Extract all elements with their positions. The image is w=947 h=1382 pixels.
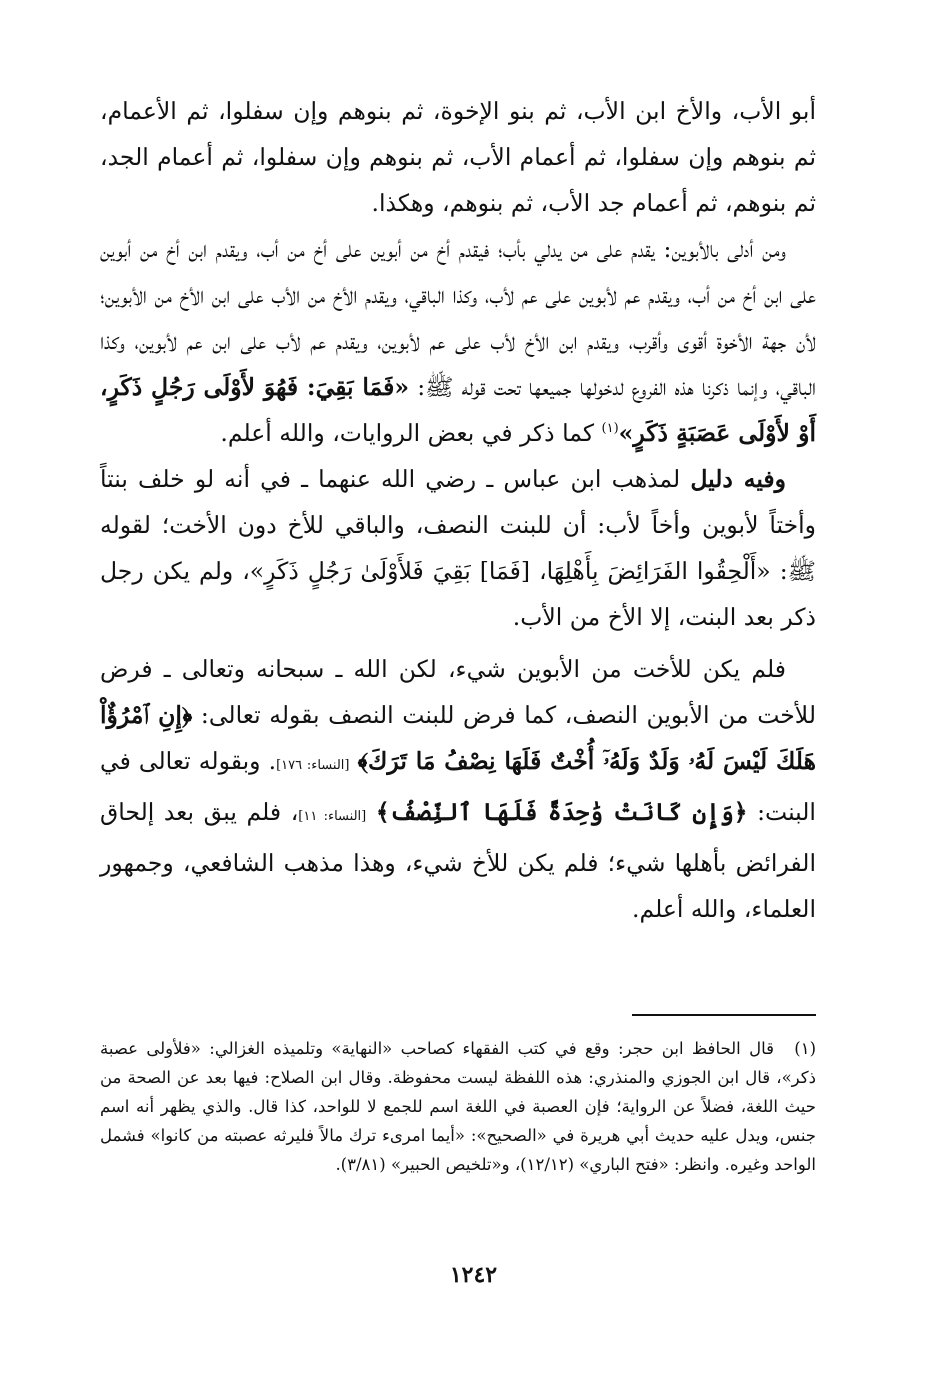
- paragraph-3-text-b: ، ولم يكن رجل ذكر بعد البنت، إلا الأخ من الأب.: [100, 557, 816, 631]
- verse-ref-2: [النساء: ١١]: [298, 809, 367, 824]
- footnote-text: قال الحافظ ابن حجر: وقع في كتب الفقهاء كصاحب «النهاية» وتلميذه الغزالي: «فلأولى عصبة ذكر»، قال ابن الجوزي والمنذري: هذه اللفظة ليست محفوظة. وقال ابن الصلاح: فيها بعد عن الصحة من حيث اللغة، فضلاً عن الرواية؛ فإن العصبة في اللغة اسم للجمع لا للواحد، كذا قال. والذي يظهر أنه اسم جنس، ويدل عليه حديث أبي هريرة في «الصحيح»: «أيما امرىء ترك مالاً فليرثه عصبته من كانوا» فشمل الواحد وغيره. وانظر: «فتح الباري» (١٢/١٢)، و«تلخيص الحبير» (٣/٨١).: [100, 1039, 816, 1174]
- footnote-divider: [632, 1014, 816, 1016]
- paragraph-3-lead: وفيه دليل: [690, 465, 786, 493]
- hadith-quote-1: «فَمَا بَقِيَ: فَهُوَ لأَوْلَى رَجُلٍ ذَكَرٍ، أَوْ لأَوْلَى عَصَبَةٍ ذَكَرٍ»: [100, 373, 816, 447]
- paragraph-2: [100, 226, 816, 456]
- footnote-number: (١): [794, 1039, 816, 1058]
- footnote: [100, 1034, 816, 1179]
- paragraph-3-text-a: لمذهب ابن عباس ـ رضي الله عنهما ـ في أنه لو خلف بنتاً وأختاً لأبوين وأخاً لأب: أن للبنت النصف، والباقي للأخ دون الأخت؛ لقوله ﷺ:: [100, 465, 816, 585]
- paragraph-1-text: أبو الأب، والأخ ابن الأب، ثم بنو الإخوة، ثم بنوهم وإن سفلوا، ثم الأعمام، ثم بنوهم وإن سفلوا، ثم أعمام الأب، ثم بنوهم وإن سفلوا، ثم أعمام الجد، ثم بنوهم، ثم أعمام جد الأب، ثم بنوهم، وهكذا.: [100, 97, 816, 217]
- verse-ref-1: [النساء: ١٧٦]: [276, 758, 350, 773]
- paragraph-4-text-a: فلم يكن للأخت من الأبوين شيء، لكن الله ـ سبحانه وتعالى ـ فرض للأخت من الأبوين النصف، كما فرض للبنت النصف بقوله تعالى:: [100, 655, 816, 729]
- paragraph-4: [100, 646, 816, 932]
- paragraph-4-text-c: ، فلم يبق بعد إلحاق الفرائض بأهلها شيء؛ فلم يكن للأخ شيء، وهذا مذهب الشافعي، وجمهور العلماء، والله أعلم.: [100, 798, 816, 923]
- paragraph-1: [100, 88, 816, 226]
- quran-verse-1: ﴿إِنِ ٱمْرُؤٌاْ هَلَكَ لَيْسَ لَهُۥ وَلَدٌ وَلَهُۥٓ أُخْتٌ فَلَهَا نِصْفُ مَا تَرَكَ﴾: [100, 701, 816, 775]
- page-number: ١٢٤٢: [449, 1262, 498, 1288]
- paragraph-2-text-a: ومن أدلى بالأبوين: يقدم على من يدلي بأب؛ فيقدم أخ من أبوين على أخ من أب، ويقدم ابن أخ من أبوين على ابن أخ من أب، ويقدم عم لأبوين على عم لأب، وكذا الباقي، ويقدم الأخ من الأب على ابن الأخ من الأبوين؛ لأن جهة الأخوة أقوى وأقرب، ويقدم ابن الأخ لأب على عم لأبوين، ويقدم عم لأب على ابن عم لأبوين، وكذا الباقي، وإنما ذكرنا هذه الفروع لدخولها جميعها تحت قوله ﷺ:: [100, 235, 816, 401]
- paragraph-3: [100, 456, 816, 640]
- footnote-ref-1: (١): [601, 421, 619, 437]
- hadith-quote-2: «أَلْحِقُوا الفَرَائِضَ بِأَهْلِهَا، [فَمَا] بَقِيَ فَلأَوْلَىٰ رَجُلٍ ذَكَرٍ»: [249, 557, 771, 585]
- quran-verse-2: ﴿وَإِن كَانَتْ وَٰحِدَةً فَلَهَا ٱلنِّصْفُ﴾: [375, 798, 748, 826]
- main-text: [100, 88, 816, 932]
- paragraph-4-text-b: . وبقوله تعالى في البنت:: [100, 747, 816, 826]
- paragraph-2-text-b: كما ذكر في بعض الروايات، والله أعلم.: [220, 419, 602, 447]
